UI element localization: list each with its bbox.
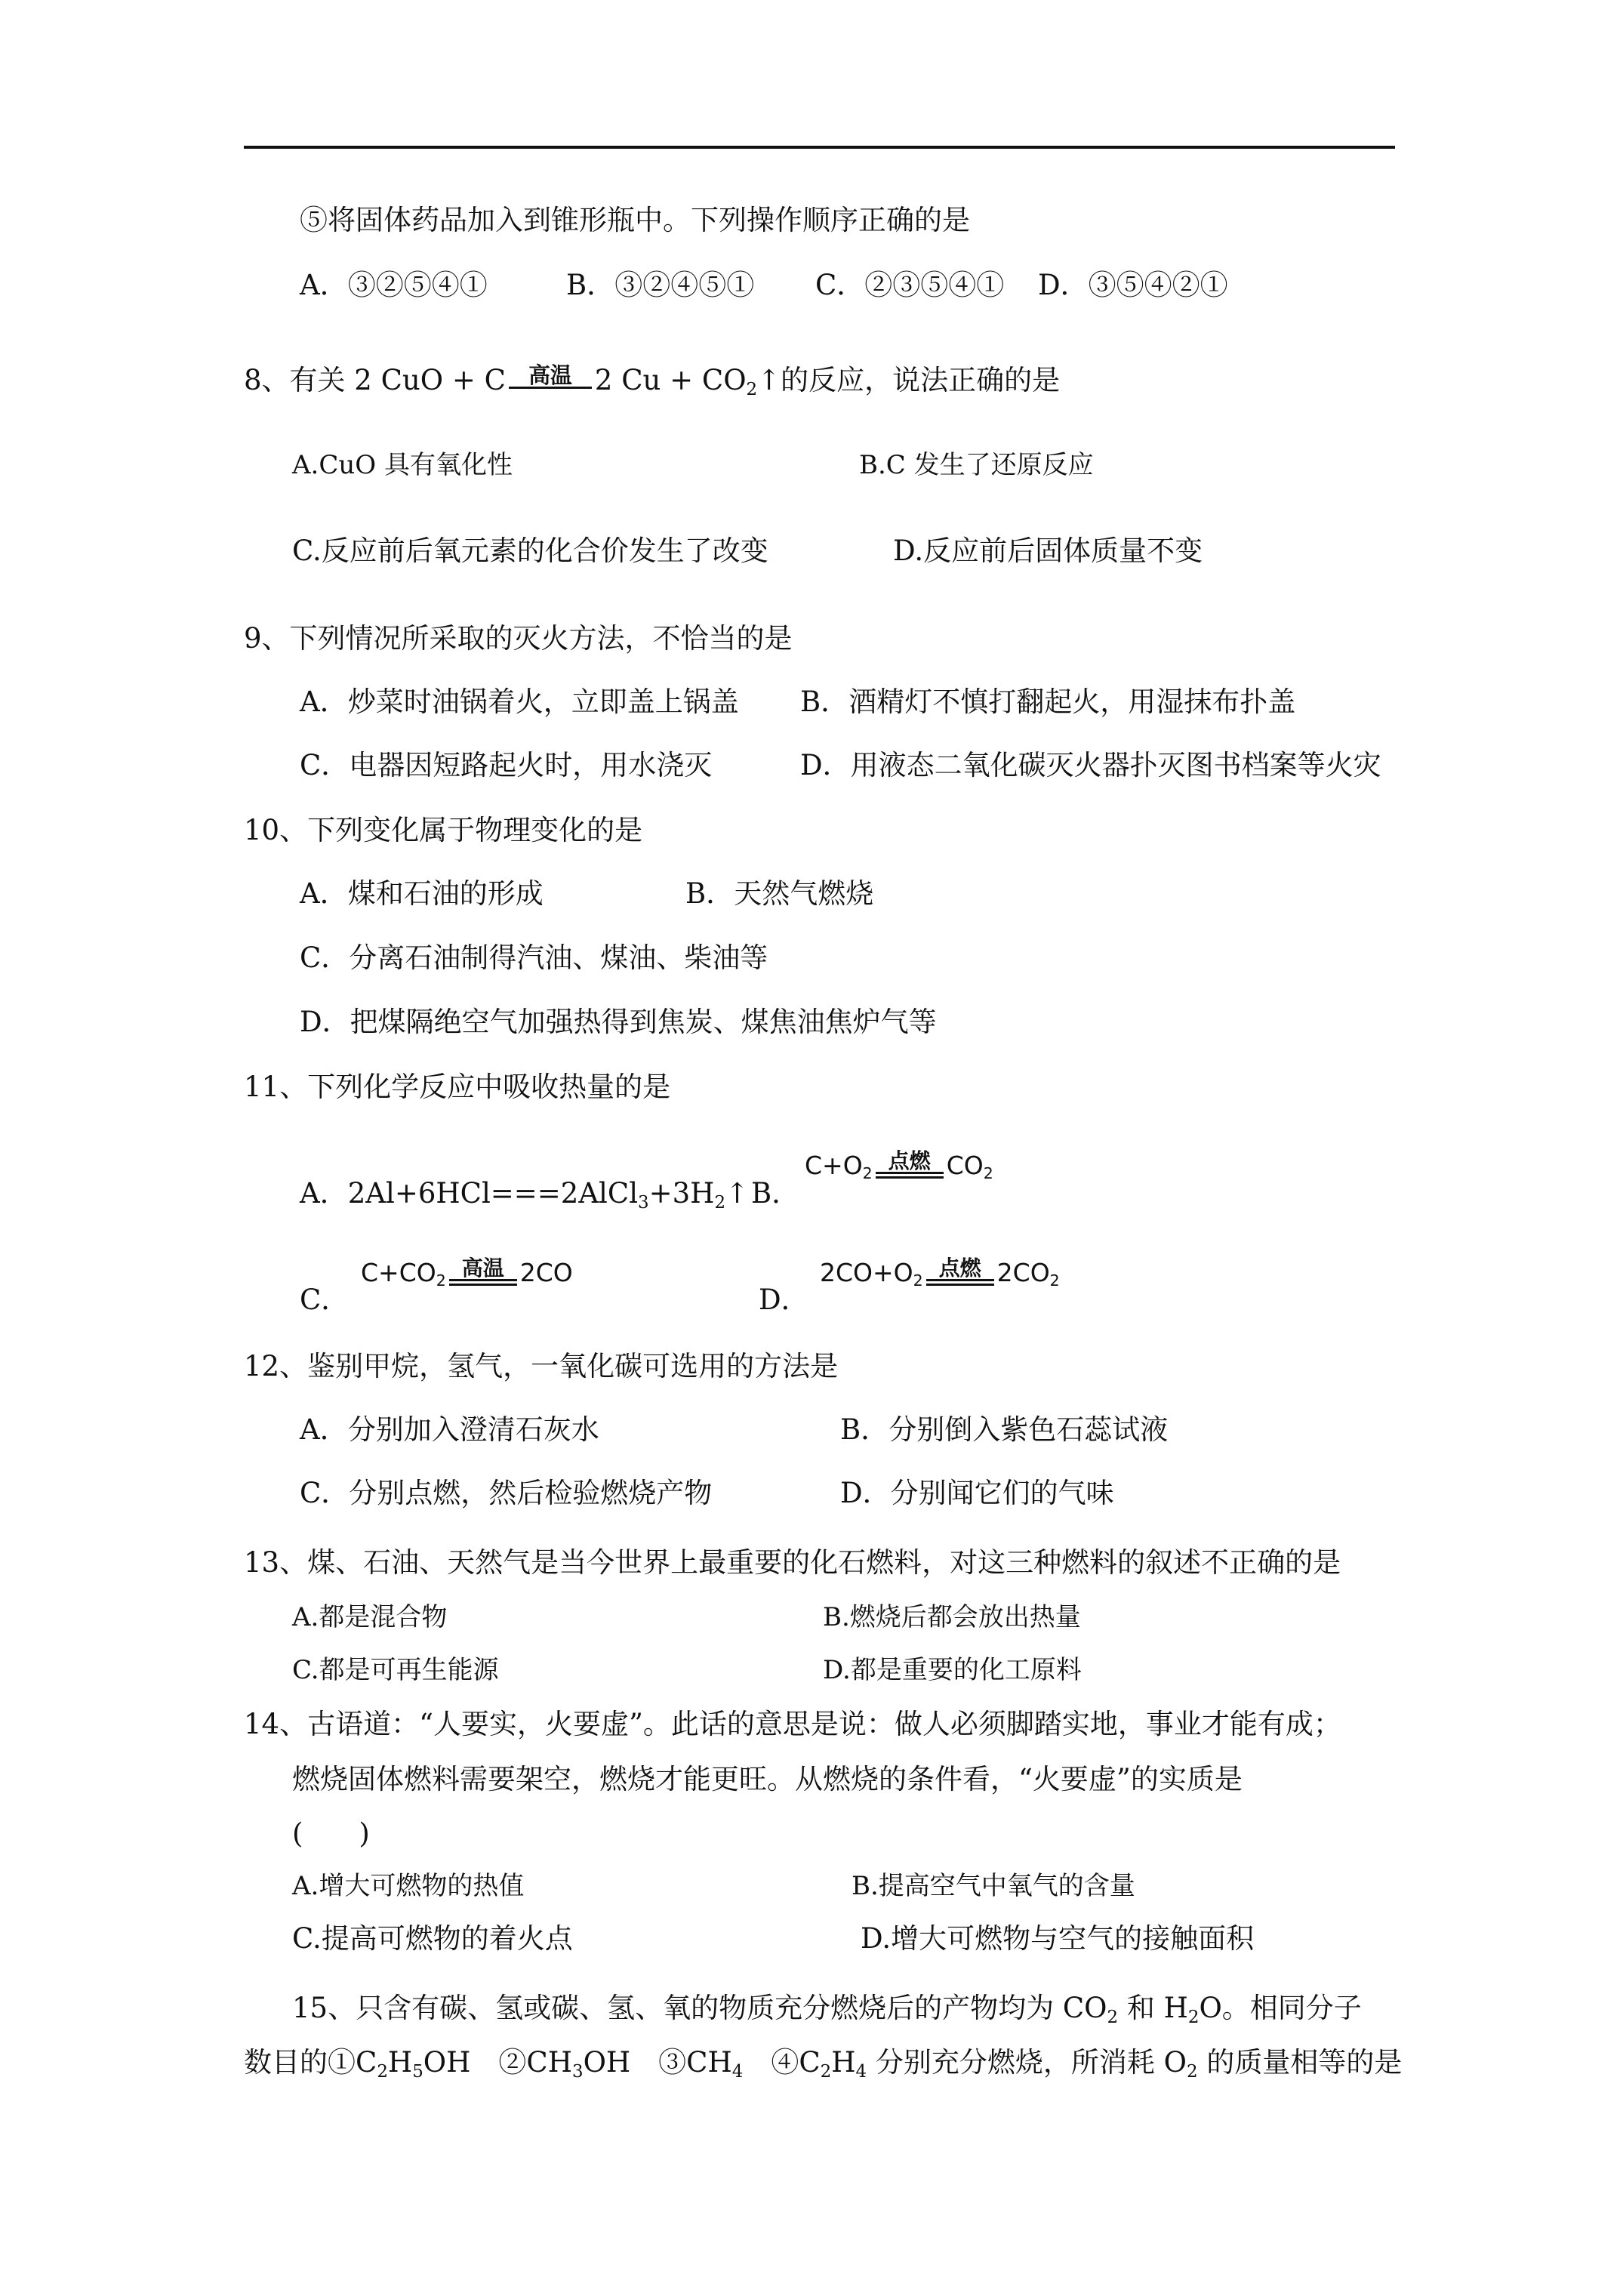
q11-option-a (300, 1174, 749, 1213)
q7-option-d: D．③⑤④②① (1038, 269, 1228, 301)
q10-stem: 10、下列变化属于物理变化的是 (244, 814, 643, 846)
q15-l1-s2: 2 (1187, 2007, 1200, 2027)
q11-b-right: CO (946, 1151, 984, 1180)
q8-stem (244, 361, 1060, 400)
double-bar-arrow (926, 1279, 994, 1286)
q11-d-arrow (926, 1257, 994, 1286)
q12-option-b: B．分别倒入紫色石蕊试液 (840, 1413, 1169, 1446)
q14-option-a: A.增大可燃物的热值 (292, 1871, 525, 1901)
q8-suffix-b: ↑的反应，说法正确的是 (757, 364, 1061, 396)
q8-option-d: D.反应前后固体质量不变 (893, 535, 1203, 567)
reaction-arrow (509, 387, 592, 389)
q11-c-right: 2CO (519, 1258, 573, 1287)
q11-b-left-sub: 2 (862, 1164, 873, 1183)
q11-c-arrow (449, 1257, 517, 1286)
q13-option-b: B.燃烧后都会放出热量 (823, 1602, 1081, 1632)
q11-option-c-equation (361, 1253, 573, 1293)
q15-l1-c: O。相同分子 (1199, 1992, 1362, 2024)
q15-l2-d: OH ③CH (583, 2046, 732, 2079)
q12-option-a: A．分别加入澄清石灰水 (300, 1413, 599, 1446)
q11-option-c-label: C． (300, 1284, 350, 1316)
q7-option-a: A．③②⑤④① (300, 269, 488, 301)
q15-l1-b: 和 H (1118, 1992, 1188, 2024)
q8-option-c: C.反应前后氧元素的化合价发生了改变 (292, 535, 768, 567)
q13-option-c: C.都是可再生能源 (292, 1655, 499, 1685)
q11-option-b-equation (805, 1146, 993, 1185)
q11-stem: 11、下列化学反应中吸收热量的是 (244, 1071, 671, 1103)
q15-l2-s2: 5 (412, 2061, 423, 2082)
q7-option-b: B．③②④⑤① (566, 269, 755, 301)
q11-option-d-label: D． (759, 1284, 809, 1316)
q13-option-d: D.都是重要的化工原料 (823, 1655, 1082, 1685)
q8-prefix: 8、有关 2 CuO + C (244, 364, 506, 396)
q9-option-a: A．炒菜时油锅着火，立即盖上锅盖 (300, 686, 739, 718)
q15-l2-c: OH ②CH (423, 2046, 572, 2079)
q10-option-a: A．煤和石油的形成 (300, 877, 544, 910)
q15-line2 (244, 2043, 1402, 2082)
q15-l2-h: 的质量相等的是 (1197, 2046, 1403, 2079)
q11-a-part3: ↑ (725, 1177, 750, 1210)
q14-option-d: D.增大可燃物与空气的接触面积 (861, 1922, 1255, 1955)
q10-option-c: C．分离石油制得汽油、煤油、柴油等 (300, 942, 768, 974)
q11-d-right: 2CO (996, 1258, 1050, 1287)
q11-a-label: A． (300, 1177, 348, 1210)
q11-b-right-sub: 2 (983, 1164, 993, 1183)
q11-b-left: C+O (805, 1151, 863, 1180)
q9-option-b: B．酒精灯不慎打翻起火，用湿抹布扑盖 (800, 686, 1296, 718)
q8-option-a: A.CuO 具有氧化性 (292, 450, 513, 480)
q15-l2-s1: 2 (377, 2061, 388, 2082)
q15-l2-f: H (831, 2046, 856, 2079)
q11-b-arrow (876, 1150, 944, 1179)
q11-option-b-label: B． (751, 1177, 800, 1210)
q12-option-d: D．分别闻它们的气味 (840, 1477, 1114, 1509)
q14-line1: 14、古语道：“人要实，火要虚”。此话的意思是说：做人必须脚踏实地，事业才能有成； (244, 1708, 1341, 1740)
q11-a-sub1: 3 (638, 1192, 649, 1213)
q15-l2-s7: 2 (1186, 2061, 1198, 2082)
q11-c-left-sub: 2 (436, 1271, 446, 1290)
q8-option-b: B.C 发生了还原反应 (859, 450, 1094, 480)
q11-a-part1: 2Al+6HCl===2AlCl (347, 1177, 639, 1210)
q14-line2: 燃烧固体燃料需要架空，燃烧才能更旺。从燃烧的条件看，“火要虚”的实质是 (292, 1763, 1243, 1795)
q15-l2-b: H (387, 2046, 413, 2079)
q15-l1-a: 15、只含有碳、氢或碳、氢、氧的物质充分燃烧后的产物均为 CO (292, 1992, 1107, 2024)
q11-b-condition: 点燃 (888, 1148, 931, 1173)
q15-l1-s1: 2 (1107, 2007, 1119, 2027)
q9-option-c: C．电器因短路起火时，用水浇灭 (300, 749, 713, 781)
q11-c-condition: 高温 (461, 1255, 504, 1281)
header-rule (244, 146, 1395, 149)
q15-l2-g: 分别充分燃烧，所消耗 O (867, 2046, 1187, 2079)
q10-option-d: D．把煤隔绝空气加强热得到焦炭、煤焦油焦炉气等 (300, 1006, 937, 1038)
q13-stem: 13、煤、石油、天然气是当今世界上最重要的化石燃料，对这三种燃料的叙述不正确的是 (244, 1546, 1341, 1579)
q11-d-right-sub: 2 (1049, 1271, 1060, 1290)
q15-l2-s6: 4 (855, 2061, 867, 2082)
double-bar-arrow (449, 1279, 517, 1286)
q11-option-d-equation (820, 1253, 1060, 1293)
q8-suffix-a: 2 Cu + CO (594, 364, 747, 396)
q12-option-c: C．分别点燃，然后检验燃烧产物 (300, 1477, 713, 1509)
q8-condition-arrow (509, 364, 592, 389)
q11-d-left: 2CO+O (820, 1258, 913, 1287)
q11-d-condition: 点燃 (938, 1255, 981, 1281)
q15-l2-e: ④C (743, 2046, 821, 2079)
q14-option-b: B.提高空气中氧气的含量 (852, 1871, 1135, 1901)
q14-option-c: C.提高可燃物的着火点 (292, 1922, 573, 1955)
q15-line1 (292, 1989, 1362, 2028)
q11-d-left-sub: 2 (913, 1271, 923, 1290)
double-bar-arrow (876, 1172, 944, 1179)
q11-a-part2: +3H (648, 1177, 715, 1210)
q14-line3: ( ) (292, 1817, 370, 1850)
q9-option-d: D．用液态二氧化碳灭火器扑灭图书档案等火灾 (800, 749, 1381, 781)
q11-a-sub2: 2 (714, 1192, 726, 1213)
q15-l2-a: 数目的①C (244, 2046, 377, 2079)
q7-step5: ⑤将固体药品加入到锥形瓶中。下列操作顺序正确的是 (300, 204, 970, 236)
q10-option-b: B．天然气燃烧 (685, 877, 874, 910)
q13-option-a: A.都是混合物 (292, 1602, 448, 1632)
q8-condition: 高温 (528, 362, 572, 388)
q7-option-c: C．②③⑤④① (815, 269, 1005, 301)
q15-l2-s4: 4 (731, 2061, 744, 2082)
q15-l2-s5: 2 (820, 2061, 832, 2082)
q9-stem: 9、下列情况所采取的灭火方法，不恰当的是 (244, 622, 793, 655)
q8-suffix-sub: 2 (746, 379, 758, 399)
q12-stem: 12、鉴别甲烷，氢气，一氧化碳可选用的方法是 (244, 1350, 839, 1382)
q15-l2-s3: 3 (571, 2061, 584, 2082)
q11-c-left: C+CO (361, 1258, 436, 1287)
